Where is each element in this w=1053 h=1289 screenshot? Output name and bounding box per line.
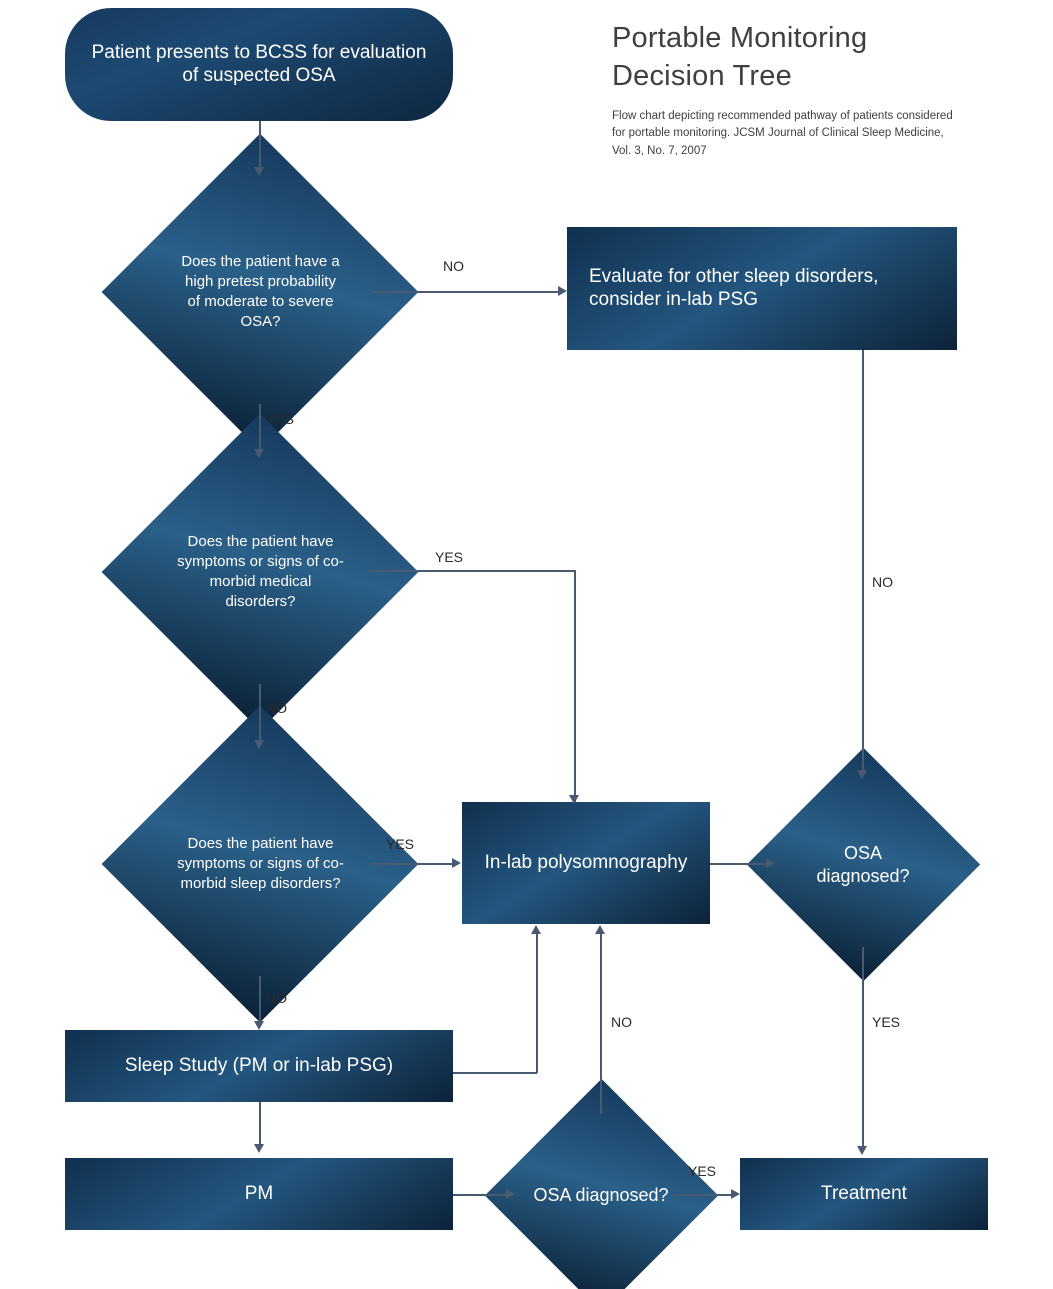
edge-pm-to-osa-lower	[453, 1194, 511, 1196]
edge-osa-lower-yes	[676, 1194, 734, 1196]
edge-arrow	[506, 1189, 515, 1199]
edge-arrow	[254, 1021, 264, 1030]
edge-evaluate-no	[862, 350, 864, 774]
edge-label-evaluate-no: NO	[872, 574, 893, 590]
edge-psg-to-osa-upper	[710, 863, 771, 865]
edge-label-pretest-yes: YES	[266, 411, 295, 427]
node-pm: PM	[65, 1158, 453, 1230]
edge-label-medical-yes: YES	[435, 549, 464, 565]
edge-arrow	[766, 858, 775, 868]
edge-arrow	[452, 858, 461, 868]
node-osa-diagnosed-upper	[770, 782, 956, 947]
edge-label-sleep-yes: YES	[386, 836, 415, 852]
page-caption: Flow chart depicting recommended pathway of patients considered for portable monitoring. JCSM Journal of Clinical Sleep Medicine, Vol. 3, No. 7, 2007	[612, 110, 953, 157]
edge-label-osa-lower-yes: YES	[688, 1163, 717, 1179]
edge-arrow	[731, 1189, 740, 1199]
edge-sleep-no	[259, 976, 261, 1024]
edge-arrow	[531, 925, 541, 934]
node-decision-comorbid-sleep-label: Does the patient have symptoms or signs of co-morbid sleep disorders?	[177, 835, 344, 892]
page-title	[612, 20, 1012, 95]
edge-osa-upper-yes	[862, 947, 864, 1150]
page-title-line2: Decision Tree	[612, 59, 792, 92]
node-osa-diagnosed-upper-label: OSA diagnosed?	[816, 843, 910, 886]
edge-start-to-pretest	[259, 121, 261, 171]
node-osa-diagnosed-lower-label: OSA diagnosed?	[533, 1184, 669, 1205]
node-treatment: Treatment	[740, 1158, 988, 1230]
node-decision-comorbid-medical-label: Does the patient have symptoms or signs of co-morbid medical disorders?	[177, 533, 344, 610]
edge-sleepstudy-to-psg-h	[453, 1072, 537, 1074]
edge-medical-yes-v	[574, 570, 576, 802]
edge-arrow	[254, 167, 264, 176]
node-evaluate-other-disorders: Evaluate for other sleep disorders, consider in-lab PSG	[567, 227, 957, 350]
edge-arrow	[595, 925, 605, 934]
edge-label-osa-upper-yes: YES	[872, 1014, 901, 1030]
edge-sleepstudy-to-pm	[259, 1102, 261, 1147]
node-in-lab-polysomnography: In-lab polysomnography	[462, 802, 710, 924]
edge-sleep-yes	[372, 863, 456, 865]
node-start: Patient presents to BCSS for evaluation of suspected OSA	[65, 8, 453, 121]
node-decision-comorbid-sleep	[133, 752, 388, 976]
edge-medical-yes-h	[372, 570, 575, 572]
node-osa-diagnosed-lower	[508, 1110, 694, 1280]
edge-arrow	[569, 795, 579, 804]
edge-arrow	[558, 286, 567, 296]
edge-arrow	[254, 740, 264, 749]
edge-arrow	[254, 1144, 264, 1153]
node-sleep-study: Sleep Study (PM or in-lab PSG)	[65, 1030, 453, 1102]
edge-medical-no	[259, 684, 261, 743]
edge-label-medical-no: NO	[266, 700, 287, 716]
edge-osa-lower-no	[600, 934, 602, 1114]
page-title-line1: Portable Monitoring	[612, 22, 868, 54]
edge-label-pretest-no: NO	[443, 258, 464, 274]
node-decision-comorbid-medical	[133, 460, 388, 684]
edge-pretest-yes	[259, 404, 261, 452]
edge-pretest-no	[372, 291, 563, 293]
edge-label-sleep-no: NO	[266, 990, 287, 1006]
edge-sleepstudy-to-psg-v	[536, 934, 538, 1073]
edge-label-osa-lower-no: NO	[611, 1014, 632, 1030]
node-decision-pretest-probability	[133, 180, 388, 404]
edge-arrow	[857, 1146, 867, 1155]
edge-arrow	[254, 449, 264, 458]
edge-arrow	[857, 770, 867, 779]
node-decision-pretest-probability-label: Does the patient have a high pretest probability of moderate to severe OSA?	[181, 253, 340, 330]
